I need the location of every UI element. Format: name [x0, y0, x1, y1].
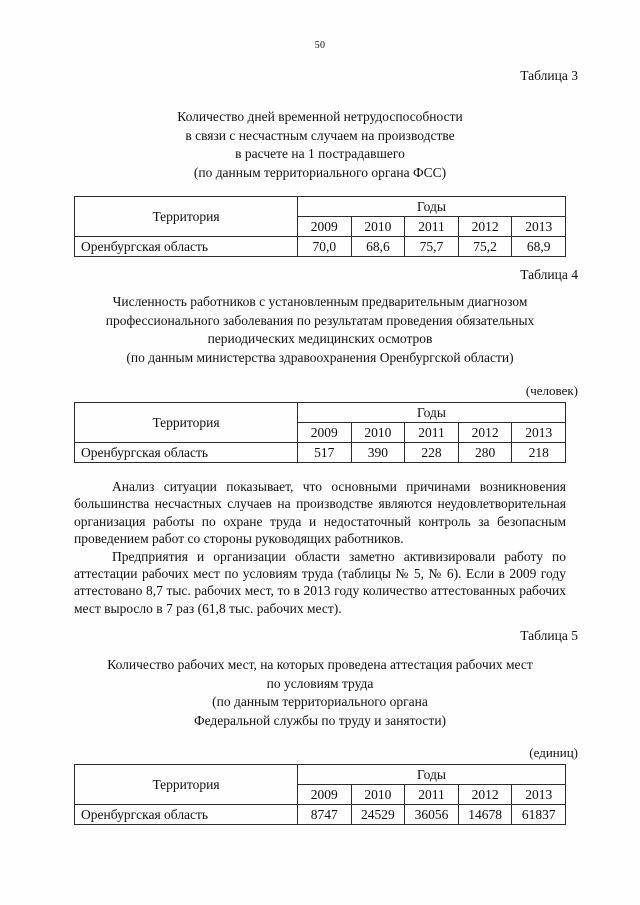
- year-header: 2010: [351, 217, 405, 237]
- column-header-territory: Территория: [75, 765, 298, 805]
- table-3-container: [0, 196, 640, 257]
- data-cell: 75,2: [458, 237, 512, 257]
- data-cell: 68,6: [351, 237, 405, 257]
- table-4-title: [0, 293, 640, 367]
- year-header: 2012: [458, 217, 512, 237]
- table-5-container: [0, 764, 640, 825]
- column-header-territory: Территория: [75, 197, 298, 237]
- title-line: (по данным территориального органа ФСС): [193, 164, 447, 180]
- column-header-territory: Территория: [75, 403, 298, 443]
- table-4-label-row: [0, 267, 640, 283]
- title-line: (по данным министерства здравоохранения Оренбургской области): [126, 349, 514, 365]
- year-header: 2011: [405, 423, 459, 443]
- data-cell: 36056: [405, 805, 459, 825]
- title-line: Количество дней временной нетрудоспособности: [177, 109, 463, 124]
- data-cell: 8747: [298, 805, 352, 825]
- year-header: 2013: [512, 423, 566, 443]
- title-line: по условиям труда: [266, 675, 374, 691]
- data-cell: 68,9: [512, 237, 566, 257]
- table-header-row: [75, 403, 566, 423]
- table-row: [75, 443, 566, 463]
- data-table-3: [74, 196, 566, 257]
- table-row: [75, 237, 566, 257]
- row-label: Оренбургская область: [75, 805, 298, 825]
- data-cell: 14678: [458, 805, 512, 825]
- table-5-unit-row: [0, 745, 640, 761]
- year-header: 2009: [298, 785, 352, 805]
- table-4-unit-row: [0, 383, 640, 399]
- row-label: Оренбургская область: [75, 443, 298, 463]
- table-header-row: [75, 765, 566, 785]
- title-line: (по данным территориального органа: [212, 694, 428, 709]
- body-text-block: [0, 478, 640, 617]
- year-header: 2013: [512, 785, 566, 805]
- table-5-label-row: [0, 628, 640, 644]
- row-label: Оренбургская область: [75, 237, 298, 257]
- table-label-4: Таблица 4: [520, 267, 578, 282]
- title-line: профессионального заболевания по результатам проведения обязательных: [105, 312, 535, 328]
- table-5-title: [0, 656, 640, 730]
- table-4-container: [0, 402, 640, 463]
- data-cell: 390: [351, 443, 405, 463]
- table-label-3: Таблица 3: [520, 68, 578, 83]
- data-table-5: [74, 764, 566, 825]
- table-label-5: Таблица 5: [520, 628, 578, 643]
- paragraph-attestation: Предприятия и организации области заметно активизировали работу по аттестации рабочих мест по условиям труда (таблицы № 5, № 6). Если в 2009 году аттестовано 8,7 тыс. рабочих мест, то в 2013 году количество аттестованных рабочих мест выросло в 7 раз (61,8 тыс. рабочих мест).: [74, 548, 566, 616]
- data-cell: 61837: [512, 805, 566, 825]
- title-line: Федеральной службы по труду и занятости): [193, 712, 447, 728]
- year-header: 2011: [405, 785, 459, 805]
- year-header: 2012: [458, 785, 512, 805]
- unit-label-5: (единиц): [529, 745, 578, 760]
- data-table-4: [74, 402, 566, 463]
- data-cell: 24529: [351, 805, 405, 825]
- year-header: 2013: [512, 217, 566, 237]
- paragraph-analysis: Анализ ситуации показывает, что основными причинами возникновения большинства несчастных случаев на производстве являются неудовлетворительная организация работы по охране труда и недостаточный контроль за безопасным проведением работ со стороны руководящих работников.: [74, 479, 566, 547]
- data-cell: 228: [405, 443, 459, 463]
- year-header: 2010: [351, 785, 405, 805]
- page-number: 50: [314, 40, 326, 51]
- table-3-title: [0, 108, 640, 182]
- data-cell: 75,7: [405, 237, 459, 257]
- column-header-years: Годы: [298, 197, 566, 217]
- data-cell: 218: [512, 443, 566, 463]
- year-header: 2012: [458, 423, 512, 443]
- title-line: Количество рабочих мест, на которых проведена аттестация рабочих мест: [107, 657, 533, 672]
- year-header: 2011: [405, 217, 459, 237]
- title-line: в расчете на 1 пострадавшего: [235, 146, 405, 161]
- column-header-years: Годы: [298, 403, 566, 423]
- unit-label-4: (человек): [525, 383, 578, 398]
- table-row: [75, 805, 566, 825]
- table-header-row: [75, 197, 566, 217]
- year-header: 2010: [351, 423, 405, 443]
- column-header-years: Годы: [298, 765, 566, 785]
- year-header: 2009: [298, 423, 352, 443]
- title-line: периодических медицинских осмотров: [207, 331, 433, 346]
- data-cell: 70,0: [298, 237, 352, 257]
- table-3-label-row: [0, 68, 640, 84]
- title-line: Численность работников с установленным предварительным диагнозом: [112, 294, 528, 309]
- year-header: 2009: [298, 217, 352, 237]
- title-line: в связи с несчастным случаем на производстве: [185, 127, 455, 143]
- data-cell: 280: [458, 443, 512, 463]
- data-cell: 517: [298, 443, 352, 463]
